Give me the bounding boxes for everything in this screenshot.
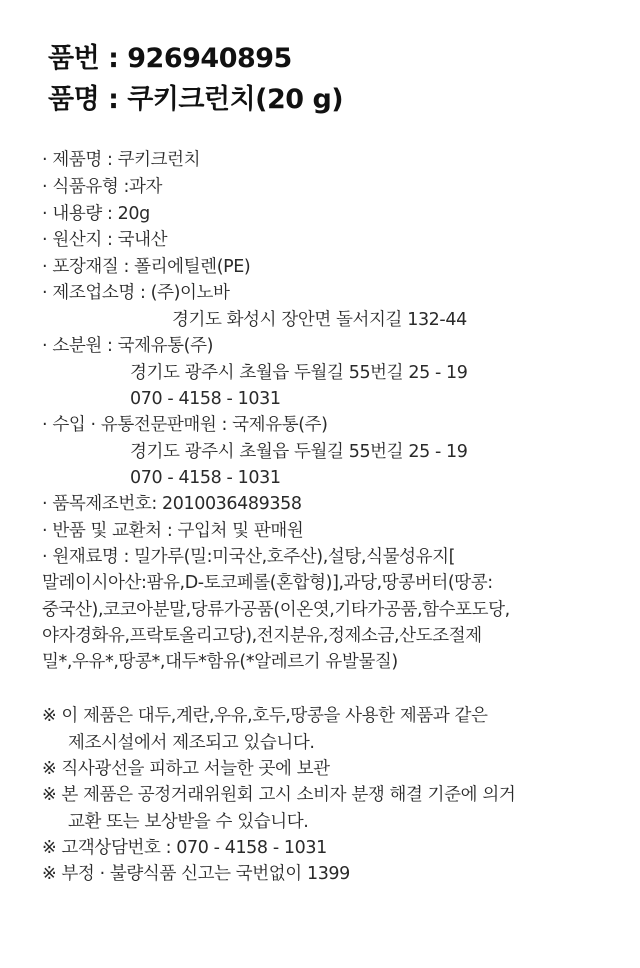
info-ingredients-line: 중국산),코코아분말,당류가공품(이온엿,기타가공품,함수포도당, xyxy=(42,600,510,620)
info-manufacturer-address: 경기도 화성시 장안면 돌서지길 132-44 xyxy=(172,310,467,330)
info-distributor-address: 경기도 광주시 초월읍 두월길 55번길 25 - 19 xyxy=(130,442,468,462)
note-report-hotline: ※ 부정 · 불량식품 신고는 국번없이 1399 xyxy=(42,864,350,884)
info-repacker: · 소분원 : 국제유통(주) xyxy=(42,336,214,356)
info-distributor: · 수입 · 유통전문판매원 : 국제유통(주) xyxy=(42,415,328,435)
info-origin: · 원산지 : 국내산 xyxy=(42,230,168,250)
info-ingredients-line: 야자경화유,프락토올리고당),전지분유,정제소금,산도조절제 xyxy=(42,626,482,646)
info-repacker-address: 경기도 광주시 초월읍 두월길 55번길 25 - 19 xyxy=(130,363,468,383)
note-allergen-facility: ※ 이 제품은 대두,계란,우유,호두,땅콩을 사용한 제품과 같은 xyxy=(42,706,488,726)
note-customer-service: ※ 고객상담번호 : 070 - 4158 - 1031 xyxy=(42,838,327,858)
info-food-type: · 식품유형 :과자 xyxy=(42,177,163,197)
note-allergen-facility-cont: 제조시설에서 제조되고 있습니다. xyxy=(68,733,315,753)
info-ingredients-line: 말레이시아산:팜유,D-토코페롤(혼합형)],과당,땅콩버터(땅콩: xyxy=(42,573,493,593)
info-distributor-phone: 070 - 4158 - 1031 xyxy=(130,468,281,488)
info-ingredients: · 원재료명 : 밀가루(밀:미국산,호주산),설탕,식물성유지[ xyxy=(42,547,456,567)
note-exchange-policy: ※ 본 제품은 공정거래위원회 고시 소비자 분쟁 해결 기준에 의거 xyxy=(42,785,516,805)
info-repacker-phone: 070 - 4158 - 1031 xyxy=(130,389,281,409)
info-return-place: · 반품 및 교환처 : 구입처 및 판매원 xyxy=(42,521,304,541)
info-allergen-line: 밀*,우유*,땅콩*,대두*함유(*알레르기 유발물질) xyxy=(42,652,398,672)
info-net-weight: · 내용량 : 20g xyxy=(42,204,150,224)
info-packaging-material: · 포장재질 : 폴리에틸렌(PE) xyxy=(42,257,251,277)
note-exchange-policy-cont: 교환 또는 보상받을 수 있습니다. xyxy=(68,812,309,832)
product-number: 품번 : 926940895 xyxy=(48,43,292,74)
product-name: 품명 : 쿠키크런치(20 g) xyxy=(48,84,344,115)
note-storage: ※ 직사광선을 피하고 서늘한 곳에 보관 xyxy=(42,759,330,779)
info-product-name: · 제품명 : 쿠키크런치 xyxy=(42,150,201,170)
info-report-number: · 품목제조번호: 2010036489358 xyxy=(42,494,302,514)
info-manufacturer: · 제조업소명 : (주)이노바 xyxy=(42,283,230,303)
